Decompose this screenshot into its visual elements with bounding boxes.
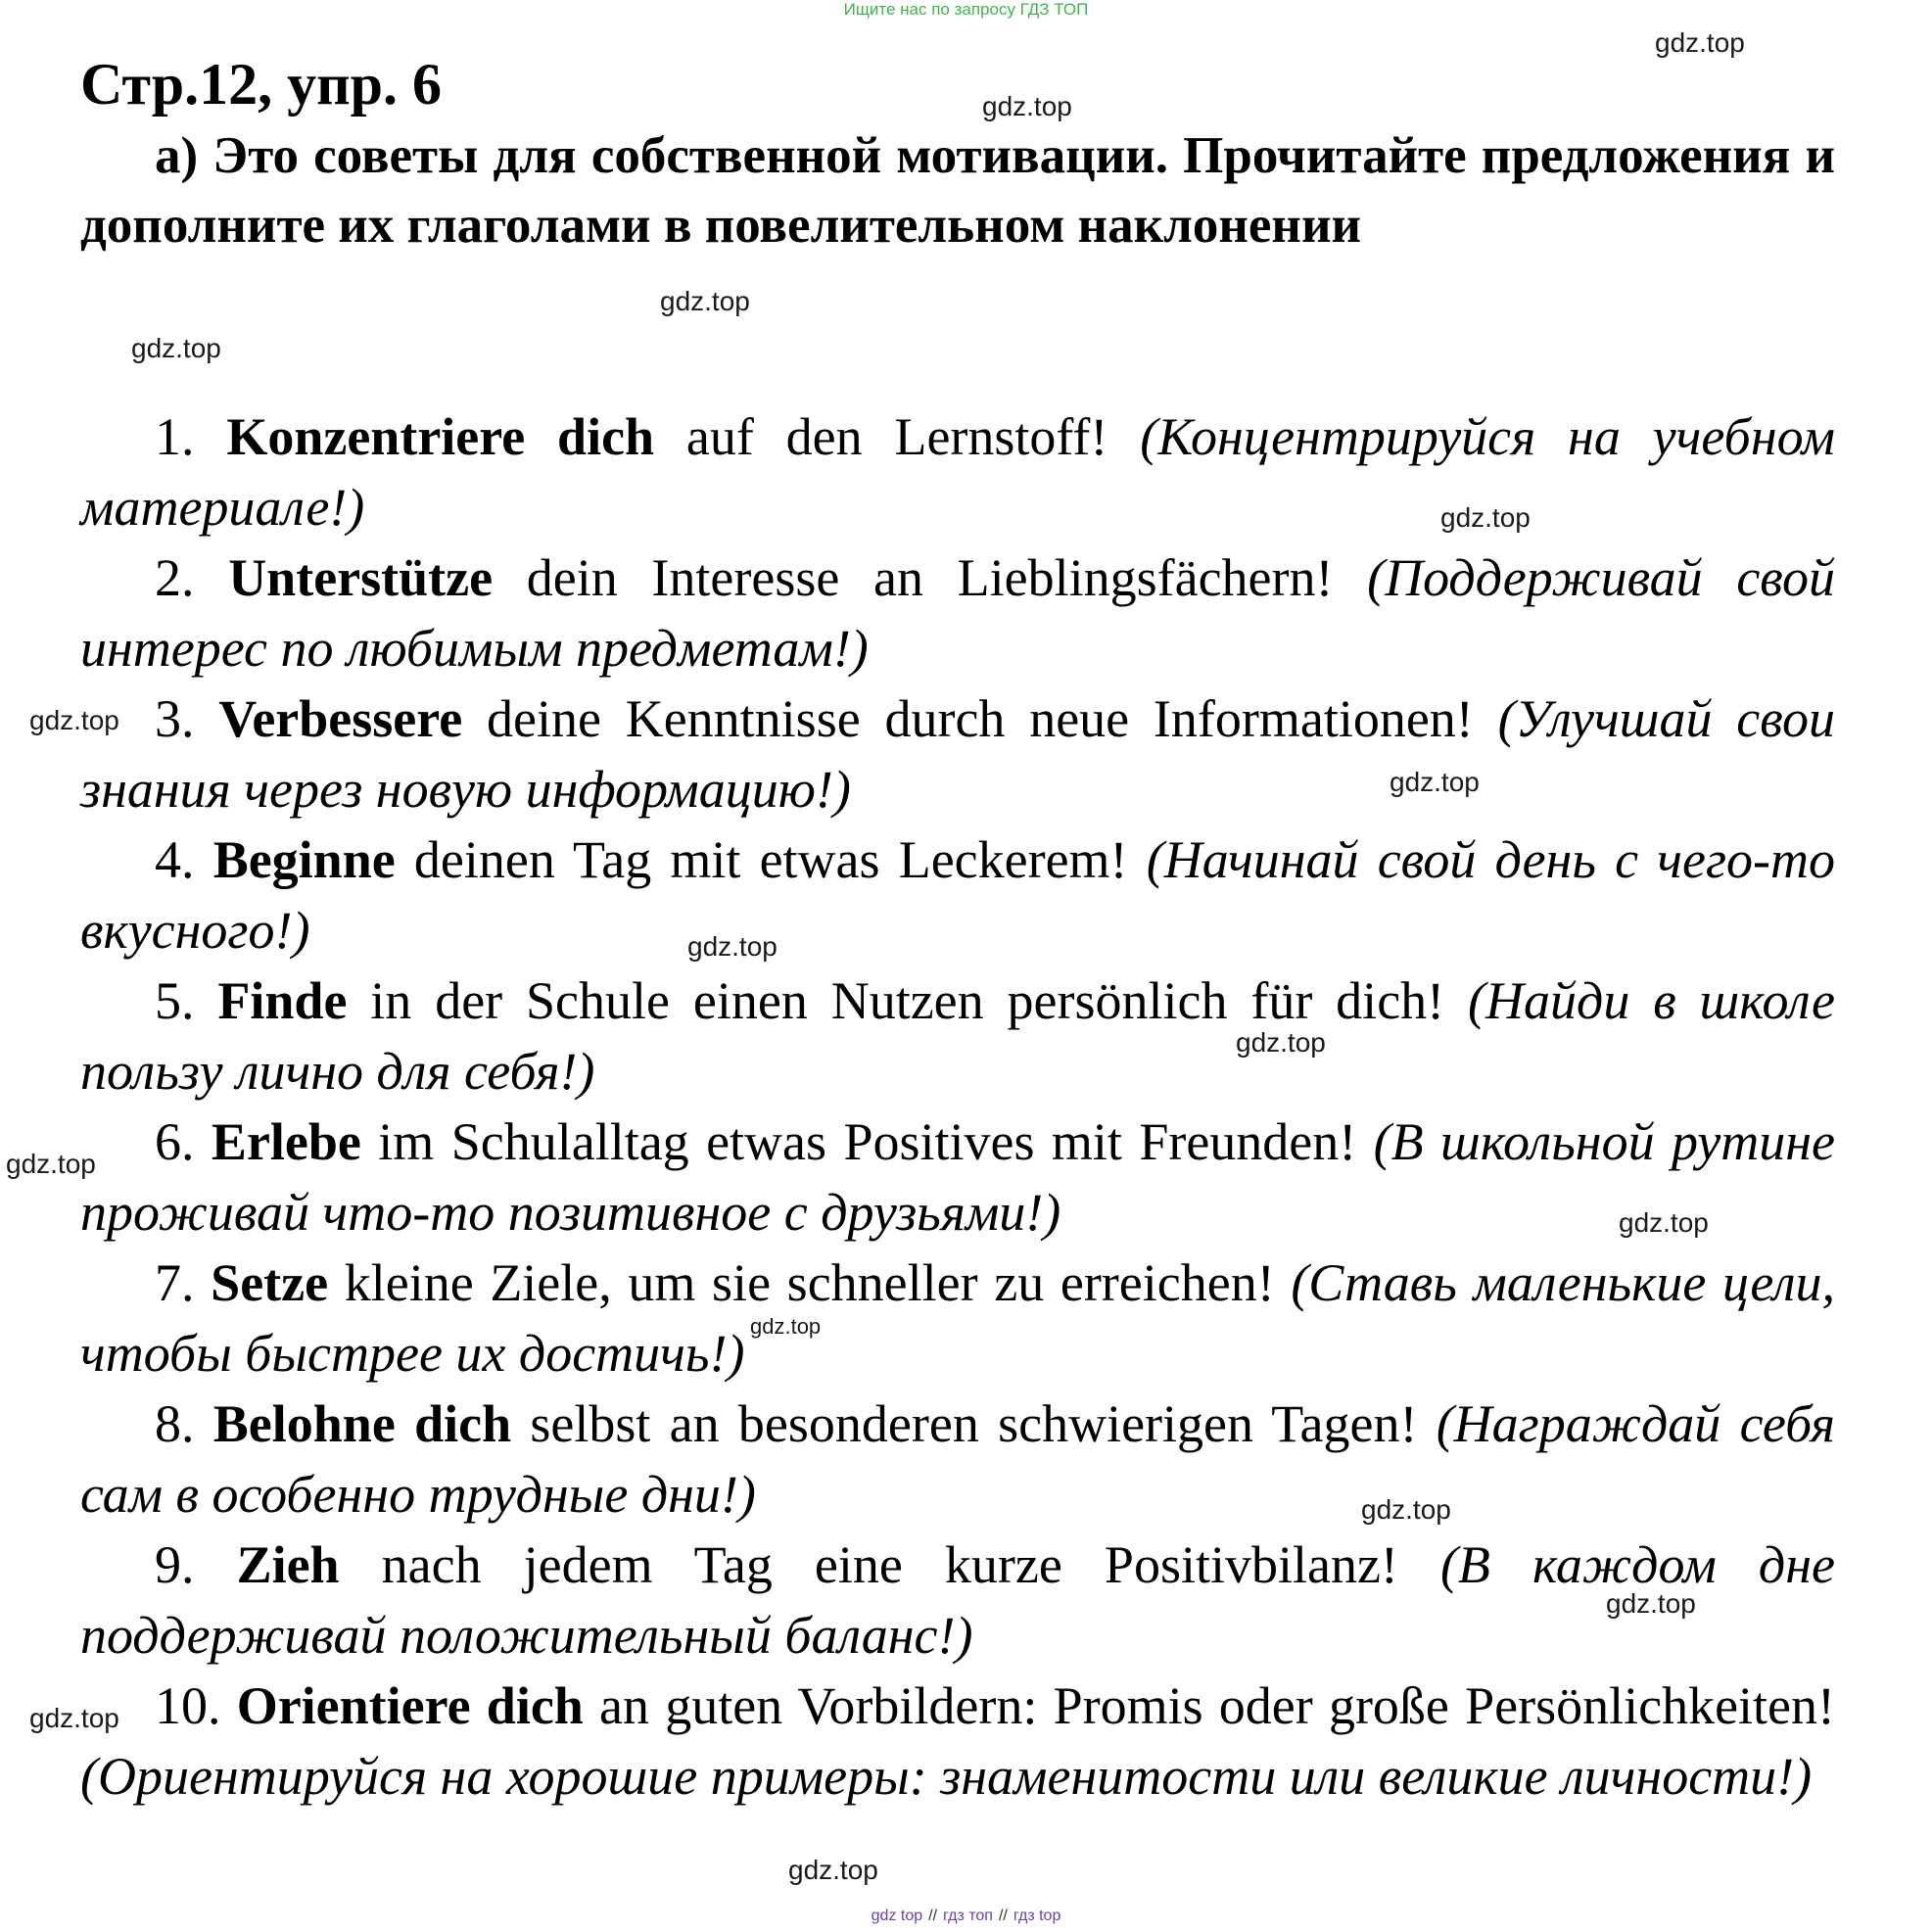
item-translation: (Найди в школе пользу лично для себя!) xyxy=(80,971,1836,1101)
list-item xyxy=(80,1248,1835,1389)
item-number: 4. xyxy=(155,830,195,889)
watermark: gdz.top xyxy=(29,705,119,735)
item-text: deinen Tag mit etwas Leckerem! xyxy=(395,830,1147,889)
list-item xyxy=(80,683,1835,824)
list-item xyxy=(80,401,1835,542)
item-translation: (Ориентируйся на хорошие примеры: знаменитости или великие личности!) xyxy=(80,1747,1813,1806)
item-text: in der Schule einen Nutzen persönlich für dich! xyxy=(347,971,1469,1030)
watermark: gdz.top xyxy=(687,931,778,962)
search-banner: Ищите нас по запросу ГДЗ ТОП xyxy=(843,0,1089,19)
exercise-list xyxy=(80,401,1835,1812)
list-item xyxy=(80,966,1835,1107)
item-translation: (В каждом дне поддерживай положительный баланс!) xyxy=(80,1535,1835,1665)
item-translation: (В школьной рутине проживай что-то позитивное с друзьями!) xyxy=(80,1112,1836,1242)
list-item xyxy=(80,1107,1835,1248)
item-verb: Verbessere xyxy=(218,689,463,748)
item-translation: (Награждай себя сам в особенно трудные дни!) xyxy=(80,1394,1835,1524)
item-verb: Konzentriere dich xyxy=(226,407,655,466)
list-item xyxy=(80,1530,1835,1671)
item-translation: (Ставь маленькие цели, чтобы быстрее их достичь!) xyxy=(80,1253,1835,1383)
watermark: gdz.top xyxy=(1619,1207,1709,1238)
item-translation: (Концентрируйся на учебном материале!) xyxy=(80,407,1836,537)
task-instruction: а) Это советы для собственной мотивации. Прочитайте предложения и дополните их глаголами в повелительном наклонении xyxy=(80,127,1835,254)
watermark: gdz.top xyxy=(1390,767,1480,797)
list-item xyxy=(80,1671,1835,1812)
item-translation: (Начинай свой день с чего-то вкусного!) xyxy=(80,830,1835,960)
item-verb: Belohne dich xyxy=(212,1394,512,1453)
watermark: gdz.top xyxy=(1440,502,1531,533)
page-title: Стр.12, упр. 6 xyxy=(80,52,443,117)
item-text: kleine Ziele, um sie schneller zu erreichen! xyxy=(328,1253,1292,1312)
item-translation: (Поддерживай свой интерес по любимым предметам!) xyxy=(80,548,1836,678)
footer-links xyxy=(0,1907,1932,1925)
list-item xyxy=(80,542,1835,683)
item-number: 3. xyxy=(155,689,195,748)
item-number: 9. xyxy=(155,1535,195,1594)
item-number: 5. xyxy=(155,971,195,1030)
item-text: an guten Vorbildern: Promis oder große Persönlichkeiten! xyxy=(583,1676,1835,1735)
item-number: 1. xyxy=(155,407,195,466)
item-number: 8. xyxy=(155,1394,195,1453)
item-text: selbst an besonderen schwierigen Tagen! xyxy=(511,1394,1437,1453)
item-verb: Erlebe xyxy=(211,1112,361,1171)
list-item xyxy=(80,824,1835,966)
footer-separator: // xyxy=(998,1907,1008,1924)
watermark: gdz.top xyxy=(982,91,1072,121)
item-number: 10. xyxy=(155,1676,221,1735)
item-verb: Unterstütze xyxy=(228,548,494,607)
item-translation: (Улучшай свои знания через новую информацию!) xyxy=(80,689,1835,819)
item-text: im Schulalltag etwas Positives mit Freunden! xyxy=(360,1112,1374,1171)
item-verb: Finde xyxy=(217,971,348,1030)
watermark: gdz.top xyxy=(1655,27,1745,58)
item-verb: Zieh xyxy=(236,1535,340,1594)
watermark: gdz.top xyxy=(660,286,750,316)
footer-link-a[interactable]: gdz top xyxy=(871,1907,923,1924)
item-text: deine Kenntnisse durch neue Informationen! xyxy=(462,689,1498,748)
item-verb: Beginne xyxy=(212,830,396,889)
footer-separator: // xyxy=(928,1907,938,1924)
item-number: 6. xyxy=(155,1112,195,1171)
watermark: gdz.top xyxy=(29,1703,119,1733)
list-item xyxy=(80,1389,1835,1530)
item-number: 7. xyxy=(155,1253,195,1312)
watermark: gdz.top xyxy=(6,1149,96,1179)
item-text: auf den Lernstoff! xyxy=(654,407,1141,466)
watermark: gdz.top xyxy=(788,1855,878,1885)
watermark: gdz.top xyxy=(1236,1027,1326,1058)
item-number: 2. xyxy=(155,548,195,607)
item-text: dein Interesse an Lieblingsfächern! xyxy=(493,548,1368,607)
item-verb: Setze xyxy=(211,1253,329,1312)
watermark: gdz.top xyxy=(750,1314,822,1339)
watermark: gdz.top xyxy=(1361,1494,1451,1525)
watermark: gdz.top xyxy=(131,333,221,363)
footer-link-b[interactable]: гдз топ xyxy=(943,1907,993,1924)
item-verb: Orientiere dich xyxy=(236,1676,584,1735)
watermark: gdz.top xyxy=(1606,1588,1696,1619)
footer-link-c[interactable]: гдз top xyxy=(1013,1907,1061,1924)
item-text: nach jedem Tag eine kurze Positivbilanz! xyxy=(339,1535,1440,1594)
